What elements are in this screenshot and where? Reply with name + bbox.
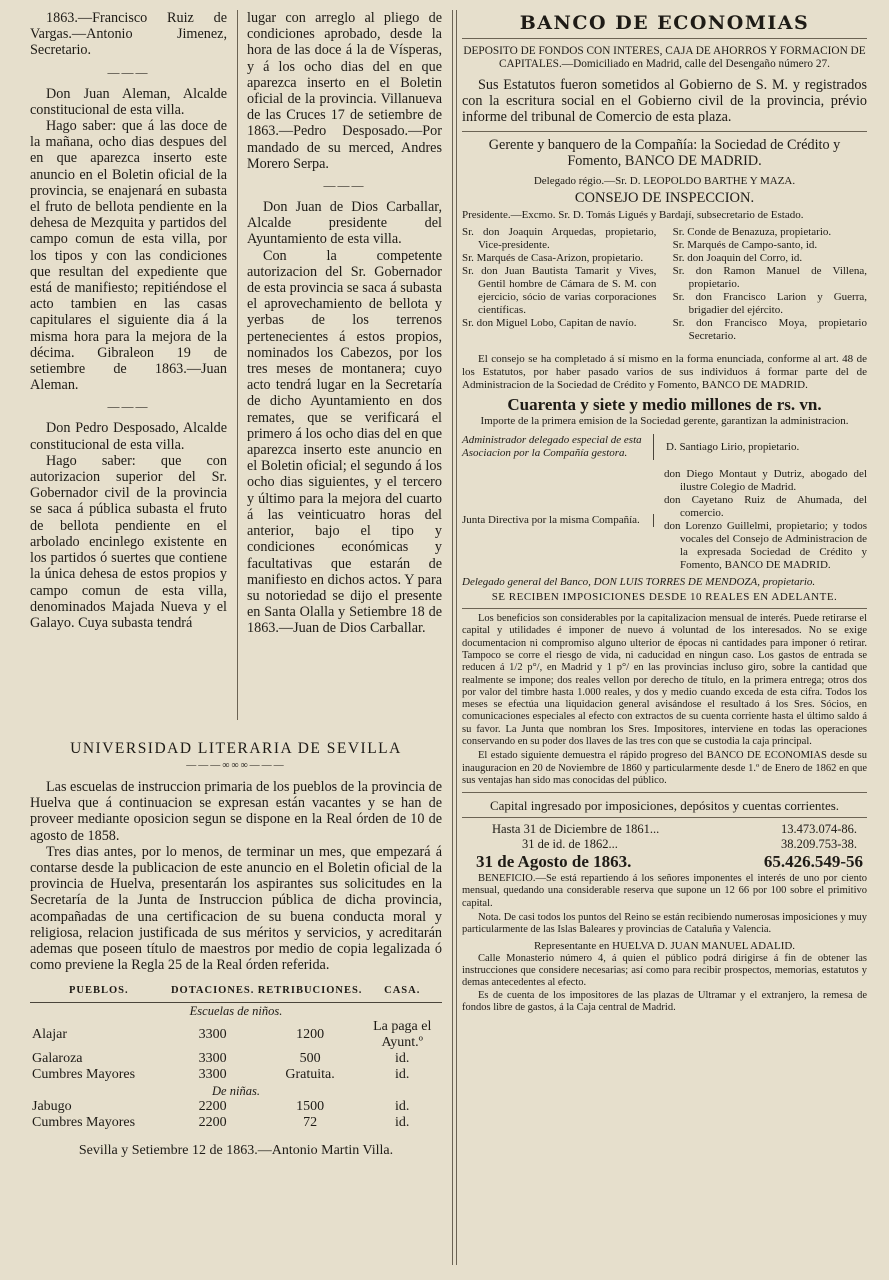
estado-text: El estado siguiente demuestra el rápido progreso del BANCO DE ECONOMIAS desde su inauguracion en 20 de Noviembre de 1860 y particularmente desde 1.º de Enero de 1862 en que sus ventajas han sido mas conocidas del público. [462,750,867,786]
retribucion: 72 [303,1115,318,1131]
casa: La paga el Ayunt.º [373,1019,432,1051]
universidad-title: UNIVERSIDAD LITERARIA DE SEVILLA [70,740,402,757]
consejo-presidente: Presidente.—Excmo. Sr. D. Tomás Ligués y Bardají, subsecretario de Estado. [462,209,804,222]
banco-subtitle: DEPOSITO DE FONDOS CON INTERES, CAJA DE AHORROS Y FORMACION DE CAPITALES.—Domiciliado en Madrid, calle del Desengaño número 27. [463,45,866,70]
member: Sr. Conde de Benazuza, propietario. [672,226,832,239]
capital-title: Capital ingresado por imposiciones, depósitos y cuentas corrientes. [489,798,840,814]
calle-text: Calle Monasterio número 4, á quien el público podrá dirigirse á fin de obtener las instrucciones que considere necesarias; así como para recibir prospectos, memorias, estatutos y demas antecedentes al efecto. [462,952,867,989]
retribucion: 1200 [296,1027,325,1043]
capital-total-label: 31 de Agosto de 1863. [476,852,632,872]
banco-advert [462,12,867,1014]
column-1 [30,10,227,631]
beneficio-text: BENEFICIO.—Se está repartiendo á los señores imponentes el interés de uno por ciento mensual, quedando una considerable reserva que supone un 12 66 por 100 sobre el primitivo capital. [462,873,867,909]
admin-value: D. Santiago Lirio, propietario. [666,440,800,453]
junta-label: Junta Directiva por la misma Compañía. [462,514,654,527]
section-ninos: Escuelas de niños. [189,1004,283,1019]
table-row [30,1115,442,1131]
member: Sr. don Joaquin del Corro, id. [672,252,803,265]
casa: id. [395,1115,410,1131]
capital-total-value: 65.426.549-56 [763,852,863,872]
divider [462,608,867,609]
universidad-p2: Tres dias antes, por lo menos, de terminar un mes, que empezará á contarse desde la publicacion de este anuncio en el Boletin oficial de la provincia de Huelva, presentarán los aspirantes sus solicitudes en la Secretaría de la Junta de Instruccion pública de dicha provincia, acompañadas de una certificacion de su buena conducta moral y religiosa, relacion justificada de sus méritos y servicios, y acreditarán ademas que poseen título de maestros por medio de copia legalizada ó como previene la Regla 25 de la Real órden referida. [30,843,442,974]
col-header-retribuciones: RETRIBUCIONES. [258,981,363,1003]
consejo-text: El consejo se ha completado á sí mismo en la forma enunciada, conforme al art. 48 de los Estatutos, por haber pasado varios de sus individuos á formar parte del de Administracion de la Sociedad de Crédito y Fomento, BANCO DE MADRID. [462,353,867,392]
divider [462,792,867,793]
capital-rows [462,822,867,872]
capital-label: 31 de id. de 1862... [522,837,618,852]
member: Sr. don Francisco Moya, propietario Secretario. [672,317,867,343]
pueblo: Cumbres Mayores [32,1067,136,1083]
casa: id. [395,1067,410,1083]
column-2 [247,10,442,637]
millones-heading: Cuarenta y siete y medio millones de rs. vn. [507,395,822,415]
column-rule-1 [237,10,238,720]
dotacion: 3300 [198,1051,227,1067]
pueblo: Alajar [32,1027,67,1043]
column-rule-3 [456,10,457,1265]
retribucion: 1500 [296,1099,325,1115]
universidad-notice [30,740,442,1159]
notice-body-aleman: Hago saber: que á las doce de la mañana, ocho dias despues del en que aparezca inserto este anuncio en el Boletin oficial de la provincia, se enajenará en subasta el fruto de bellota pendiente en la dehesa de Mezquita y partidos del campo comun de esta villa, por los tipos y con las condiciones que resultan del expediente que está de manifiesto; repitiéndose el acto tambien en las casas capitulares el siguiente dia á la misma hora para la mejora de la décima. Gibraleon 19 de setiembre de 1863.—Juan Aleman. [30,118,227,394]
notice-continuation: lugar con arreglo al pliego de condiciones aprobado, desde la hora de las doce á la de Vísperas, y á los ocho dias del en que aparezca inserto en el Boletin oficial de la provincia. Villanueva de las Cruces 17 de setiembre de 1863.—Pedro Desposado.—Por mandado de su merced, Andres Morero Serpa. [247,10,442,172]
importe-text: Importe de la primera emision de la Sociedad gerente, garantizan la administracion. [480,415,849,428]
banco-delegado: Delegado régio.—Sr. D. LEOPOLDO BARTHE Y MAZA. [533,175,796,188]
junta-member: don Lorenzo Guillelmi, propietario; y todos vocales del Consejo de Administracion de la expresada Sociedad de Crédito y Fomento, BANCO DE MADRID. [664,520,867,572]
junta-member: don Diego Montaut y Dutriz, abogado del ilustre Colegio de Madrid. [664,468,867,494]
capital-row [462,837,867,852]
divider [462,817,867,818]
col-header-pueblos: PUEBLOS. [30,981,168,1003]
separator: ——— [107,64,150,79]
pueblo: Cumbres Mayores [32,1115,136,1131]
consejo-members [462,226,867,343]
banco-gerente: Gerente y banquero de la Compañía: la Sociedad de Crédito y Fomento, BANCO DE MADRID. [488,136,841,169]
imposiciones-heading: SE RECIBEN IMPOSICIONES DESDE 10 REALES EN ADELANTE. [491,591,838,604]
column-rule-2 [452,10,453,1265]
universidad-signature: Sevilla y Setiembre 12 de 1863.—Antonio Martin Villa. [78,1143,394,1159]
notice-heading-desposado: Don Pedro Desposado, Alcalde constitucional de esta villa. [30,420,227,453]
title-rule [462,38,867,39]
casa: id. [395,1051,410,1067]
dotacion: 3300 [198,1067,227,1083]
representante: Representante en HUELVA D. JUAN MANUEL ADALID. [533,939,796,952]
capital-value: 38.209.753-38. [780,837,857,852]
casa: id. [395,1099,410,1115]
admin-label: Administrador delegado especial de esta Asociacion por la Compañía gestora. [462,434,654,460]
delegado-general: Delegado general del Banco, DON LUIS TORRES DE MENDOZA, propietario. [462,576,816,589]
banco-estatutos: Sus Estatutos fueron sometidos al Gobierno de S. M. y registrados con la escritura social en el Gobierno civil de la provincia, prévio informe del tribunal de Comercio de esta plaza. [462,77,867,126]
notice-ending: 1863.—Francisco Ruiz de Vargas.—Antonio Jimenez, Secretario. [30,10,227,59]
cuenta-text: Es de cuenta de los impositores de las plazas de Ultramar y el extranjero, la remesa de fondos libre de gastos, á la Caja central de Madrid. [462,989,867,1013]
dotacion: 3300 [198,1027,227,1043]
ornament: ———∞∞∞——— [186,760,286,771]
banco-title: BANCO DE ECONOMIAS [519,12,810,34]
notice-heading-carballar: Don Juan de Dios Carballar, Alcalde presidente del Ayuntamiento de esta villa. [247,199,442,248]
members-right [673,226,867,343]
junta-members [654,468,867,572]
schools-table [30,981,442,1131]
dotacion: 2200 [198,1115,227,1131]
junta-member: don Cayetano Ruiz de Ahumada, del comercio. [664,494,867,520]
col-header-casa: CASA. [362,981,442,1003]
beneficios-text: Los beneficios son considerables por la capitalizacion mensual de interés. Puede retirarse el capital y utilidades é imponer de nuevo á voluntad de los interesados. No se exige documentacion ni compromiso alguno ulterior de épocas ni cantidades para imponer ó retirar. Tampoco se corre el riesgo de vida, ni caducidad en ningun caso. Los gastos de entrada se reducen á 1/2 p°/, en Madrid y 1 p°/ en las provincias incluso giro, sobre la cantidad que realmente se impone; dos reales vellon por derecho de título, en la primera entrega; otros dos por valor del timbre hasta 1.000 reales, y dos y medio cuando exceda de esta cifra. Todos los meses se efectúa una liquidacion general avisándose el resultado á los Sres. Sócios, en comunicaciones especiales al efecto con extractos de su cuenta corriente hasta el último saldo á su favor. La Junta que nombran los Sres. Impositores, interviene en todas las operaciones conservando en su poder dos llaves de las tres con que se custodia la caja principal. [462,613,867,747]
notice-heading-aleman: Don Juan Aleman, Alcalde constitucional de esta villa. [30,85,227,118]
capital-label: Hasta 31 de Diciembre de 1861... [492,822,660,837]
pueblo: Galaroza [32,1051,83,1067]
col-header-dotaciones: DOTACIONES. [168,981,258,1003]
separator: ——— [107,399,150,414]
divider [462,131,867,132]
member: Sr. don Joaquin Arquedas, propietario, Vice-presidente. [462,226,657,252]
pueblo: Jabugo [32,1099,72,1115]
capital-value: 13.473.074-86. [780,822,857,837]
member: Sr. don Ramon Manuel de Villena, propietario. [672,265,867,291]
notice-body-desposado: Hago saber: que con autorizacion superior del Sr. Gobernador civil de la provincia se saca á pública subasta el fruto de bellota pendiente en el arbolado encinlego existente en los partidos ó suertes que contiene la única dehesa de estos propios y campo comun de esta villa, denominados Majada Nueva y el Galayo. Cuya subasta tendrá [30,452,227,631]
consejo-title: CONSEJO DE INSPECCION. [574,190,755,207]
admin-block [462,434,867,460]
members-left [462,226,656,343]
notice-body-carballar: Con la competente autorizacion del Sr. Gobernador de esta provincia se saca á subasta el aprovechamiento de bellota y yerbas de los terrenos pertenecientes á estos propios, nominados los Cabezos, por los tres meses de montanera; cuyo acto tendrá lugar en la Secretaría de dicho Ayuntamiento en dos remates, que se verificará el primero á los ocho dias del en que aparezca inserto este anuncio en el Boletin oficial; el segundo á los ocho dias siguientes, y el tercero y último para la mejora del cuarto á las veinticuatro horas del anterior, bajo el tipo y condiciones económicas y facultativas que estarán de manifiesto en dichos actos. Y para su notoriedad se dijo el presente en Santa Olalla y Setiembre 18 de 1863.—Juan de Dios Carballar. [247,247,442,637]
nota-text: Nota. De casi todos los puntos del Reino se están recibiendo numerosas imposiciones y muy particularmente de las Islas Baleares y provincias de Cataluña y Valencia. [462,912,867,936]
capital-row-total [462,852,867,872]
separator: ——— [323,178,366,193]
table-row [30,1051,442,1067]
member: Sr. Marqués de Campo-santo, id. [672,239,818,252]
member: Sr. Marqués de Casa-Arizon, propietario. [462,252,644,265]
member: Sr. don Francisco Larion y Guerra, brigadier del ejército. [672,291,867,317]
table-row [30,1019,442,1051]
table-row [30,1067,442,1083]
retribucion: Gratuita. [285,1067,335,1083]
member: Sr. don Juan Bautista Tamarit y Vives, Gentil hombre de Cámara de S. M. con ejercicio, sócio de varias corporaciones científicas. [462,265,657,317]
table-row [30,1099,442,1115]
section-ninas: De niñas. [212,1084,260,1099]
dotacion: 2200 [198,1099,227,1115]
retribucion: 500 [299,1051,321,1067]
universidad-p1: Las escuelas de instruccion primaria de los pueblos de la provincia de Huelva que á continuacion se expresan están vacantes y se han de proveer mediante oposicion segun se dispone en la Real órden de 10 de agosto de 1858. [30,779,442,844]
junta-block [462,468,867,572]
capital-row [462,822,867,837]
member: Sr. don Miguel Lobo, Capitan de navío. [462,317,637,330]
